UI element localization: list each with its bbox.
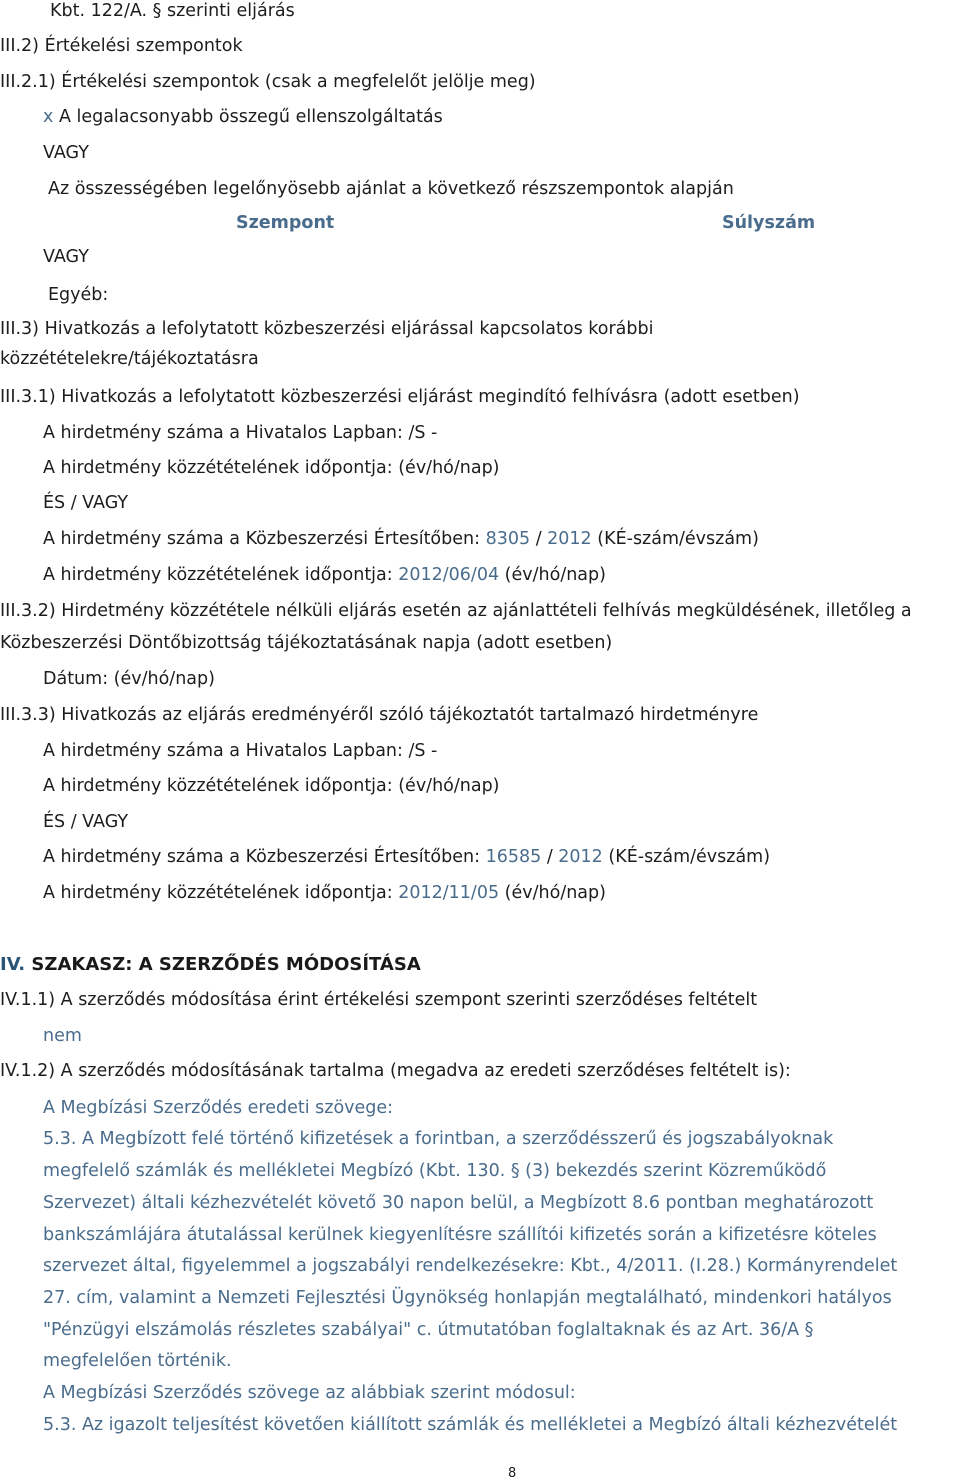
ke-separator: / [530, 529, 548, 549]
original-text-line: Szervezet) általi kézhezvételét követő 30 napon belül, a Megbízott 8.6 pontban meghatározott [43, 1193, 874, 1213]
answer-iv-1-1: nem [43, 1026, 82, 1046]
original-text-line: bankszámlájára átutalással kerülnek kiegyenlítésre szállítói kifizetés során a kifizetésre köteles [43, 1225, 877, 1245]
question-iv-1-2: IV.1.2) A szerződés módosításának tartalma (megadva az eredeti szerződéses feltételt is): [0, 1061, 791, 1081]
publication-date-label: A hirdetmény közzétételének időpontja: [43, 565, 399, 585]
section-iii-2-1-title: III.2.1) Értékelési szempontok (csak a megfelelőt jelölje meg) [0, 72, 536, 92]
date-format-hint: (év/hó/nap) [499, 565, 606, 585]
modified-text-line: 5.3. Az igazolt teljesítést követően kiállított számlák és mellékletei a Megbízó általi kézhezvételét [43, 1415, 898, 1435]
original-text-line: 5.3. A Megbízott felé történő kifizetések a forintban, a szerződésszerű és jogszabályoknak [43, 1129, 834, 1149]
ke-number-line [43, 846, 770, 868]
publication-date-label: A hirdetmény közzétételének időpontja: [43, 883, 399, 903]
date-format-hint: (év/hó/nap) [499, 883, 606, 903]
column-header-sulyszam: Súlyszám [722, 213, 816, 233]
section-iv-number: IV. [0, 954, 26, 975]
ke-year-value: 2012 [558, 847, 603, 867]
section-iii-3-title-line1: III.3) Hivatkozás a lefolytatott közbeszerzési eljárással kapcsolatos korábbi [0, 319, 654, 339]
ke-format-hint: (KÉ-szám/évszám) [591, 529, 759, 549]
section-iii-3-1-title: III.3.1) Hivatkozás a lefolytatott közbeszerzési eljárást megindító felhívásra (adott esetben) [0, 387, 800, 407]
original-text-label: A Megbízási Szerződés eredeti szövege: [43, 1098, 394, 1118]
page-number: 8 [508, 1466, 517, 1481]
official-journal-number: A hirdetmény száma a Hivatalos Lapban: /S - [43, 423, 438, 443]
section-iii-2-title: III.2) Értékelési szempontok [0, 36, 243, 56]
publication-date-value: 2012/06/04 [398, 565, 500, 585]
ke-number-label: A hirdetmény száma a Közbeszerzési Értesítőben: [43, 529, 486, 549]
ke-number-value: 8305 [485, 529, 531, 549]
ke-number-line [43, 528, 759, 550]
checkbox-mark: x [43, 107, 54, 127]
section-iii-3-title-line2: közzétételekre/tájékoztatásra [0, 349, 259, 369]
ke-number-label: A hirdetmény száma a Közbeszerzési Értesítőben: [43, 847, 486, 867]
publication-date: A hirdetmény közzétételének időpontja: (év/hó/nap) [43, 776, 500, 796]
original-text-line: 27. cím, valamint a Nemzeti Fejlesztési Ügynökség honlapján megtalálható, mindenkori hatályos [43, 1288, 892, 1308]
original-text-line: szervezet által, figyelemmel a jogszabályi rendelkezésekre: Kbt., 4/2011. (I.28.) Kormányrendelet [43, 1256, 898, 1276]
modified-text-label: A Megbízási Szerződés szövege az alábbiak szerint módosul: [43, 1383, 576, 1403]
section-iii-3-2-title-line2: Közbeszerzési Döntőbizottság tájékoztatásának napja (adott esetben) [0, 633, 613, 653]
ke-year-value: 2012 [547, 529, 592, 549]
original-text-line: "Pénzügyi elszámolás részletes szabályai" c. útmutatóban foglaltaknak és az Art. 36/A § [43, 1320, 814, 1340]
official-journal-number: A hirdetmény száma a Hivatalos Lapban: /S - [43, 741, 438, 761]
publication-date: A hirdetmény közzétételének időpontja: (év/hó/nap) [43, 458, 500, 478]
section-iii-3-2-title-line1: III.3.2) Hirdetmény közzététele nélküli eljárás esetén az ajánlattételi felhívás megküldésének, illetőleg a [0, 601, 912, 621]
ke-format-hint: (KÉ-szám/évszám) [602, 847, 771, 867]
or-separator-2: VAGY [43, 247, 89, 267]
original-text-line: megfelelően történik. [43, 1351, 232, 1371]
section-iii-3-3-title: III.3.3) Hivatkozás az eljárás eredményéről szóló tájékoztatót tartalmazó hirdetményre [0, 705, 759, 725]
option-lowest-price [43, 106, 443, 128]
date-field-label: Dátum: (év/hó/nap) [43, 669, 215, 689]
procedure-line: Kbt. 122/A. § szerinti eljárás [50, 1, 295, 21]
publication-date-value: 2012/11/05 [398, 883, 500, 903]
ke-number-value: 16585 [485, 847, 542, 867]
question-iv-1-1: IV.1.1) A szerződés módosítása érint értékelési szempont szerinti szerződéses feltételt [0, 990, 758, 1010]
publication-date-line [43, 564, 606, 586]
and-or-separator: ÉS / VAGY [43, 493, 129, 513]
or-separator-1: VAGY [43, 143, 89, 163]
other-label: Egyéb: [48, 285, 109, 305]
and-or-separator: ÉS / VAGY [43, 812, 129, 832]
column-header-szempont: Szempont [236, 213, 335, 233]
publication-date-line [43, 882, 606, 904]
option-lowest-price-label: A legalacsonyabb összegű ellenszolgáltatás [58, 107, 443, 127]
ke-separator: / [541, 847, 559, 867]
section-iv-title [0, 954, 421, 976]
original-text-line: megfelelő számlák és mellékletei Megbízó (Kbt. 130. § (3) bekezdés szerint Közreműködő [43, 1161, 827, 1181]
option-best-value: Az összességében legelőnyösebb ajánlat a következő részszempontok alapján [48, 179, 734, 199]
section-iv-heading: SZAKASZ: A SZERZŐDÉS MÓDOSÍTÁSA [25, 954, 421, 975]
